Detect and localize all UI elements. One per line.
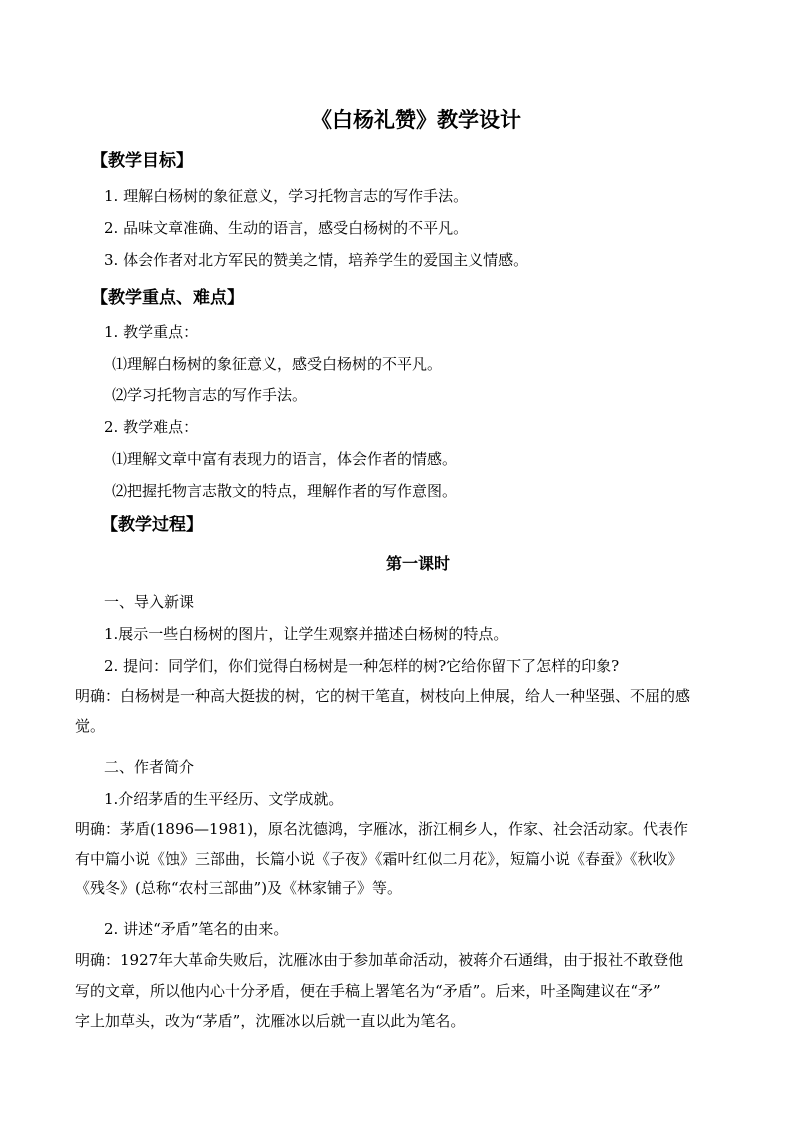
section2-answer2-line-1: 明确：1927年大革命失败后，沈雁冰由于参加革命活动，被蒋介石通缉，由于报社不敢登他 (75, 951, 684, 969)
lesson-title: 第一课时 (385, 554, 450, 573)
section1-title: 一、导入新课 (104, 593, 195, 611)
key-points-heading: 【教学重点、难点】 (91, 288, 244, 308)
process-heading: 【教学过程】 (101, 515, 203, 535)
focus-item-2: ⑵学习托物言志的写作手法。 (112, 386, 308, 404)
difficulty-item-1: ⑴理解文章中富有表现力的语言，体会作者的情感。 (112, 450, 458, 468)
section2-answer1-line-2: 有中篇小说《蚀》三部曲，长篇小说《子夜》《霜叶红似二月花》，短篇小说《春蚕》《秋收》 (75, 850, 683, 868)
difficulty-label: 2. 教学难点： (104, 418, 199, 436)
section2-item-1: 1.介绍茅盾的生平经历、文学成就。 (104, 790, 344, 808)
section2-answer1-line-1: 明确：茅盾(1896—1981)，原名沈德鸿，字雁冰，浙江桐乡人，作家、社会活动家。代表作 (75, 820, 689, 838)
difficulty-item-2: ⑵把握托物言志散文的特点，理解作者的写作意图。 (112, 482, 458, 500)
section2-title: 二、作者简介 (104, 758, 195, 776)
document-title: 《白杨礼赞》教学设计 (311, 107, 521, 132)
focus-label: 1. 教学重点： (104, 323, 199, 341)
section2-answer2-line-2: 写的文章，所以他内心十分矛盾，便在手稿上署笔名为“矛盾”。后来，叶圣陶建议在“矛” (75, 982, 661, 1000)
section1-answer-line-1: 明确：白杨树是一种高大挺拔的树，它的树干笔直，树枝向上伸展，给人一种坚强、不屈的感 (75, 687, 691, 705)
objective-item-3: 3. 体会作者对北方军民的赞美之情，培养学生的爱国主义情感。 (104, 251, 529, 269)
section1-answer-line-2: 觉。 (75, 717, 106, 735)
objectives-heading: 【教学目标】 (91, 151, 193, 171)
section2-item-2: 2. 讲述“矛盾”笔名的由来。 (104, 920, 289, 938)
section1-item-1: 1.展示一些白杨树的图片，让学生观察并描述白杨树的特点。 (104, 625, 509, 643)
section2-answer2-line-3: 字上加草头，改为“茅盾”，沈雁冰以后就一直以此为笔名。 (75, 1012, 466, 1030)
objective-item-1: 1. 理解白杨树的象征意义，学习托物言志的写作手法。 (104, 187, 469, 205)
section1-item-2: 2. 提问：同学们，你们觉得白杨树是一种怎样的树?它给你留下了怎样的印象? (104, 657, 620, 675)
focus-item-1: ⑴理解白杨树的象征意义，感受白杨树的不平凡。 (112, 355, 443, 373)
section2-answer1-line-3: 《残冬》(总称“农村三部曲”)及《林家铺子》等。 (75, 879, 403, 897)
objective-item-2: 2. 品味文章准确、生动的语言，感受白杨树的不平凡。 (104, 219, 469, 237)
